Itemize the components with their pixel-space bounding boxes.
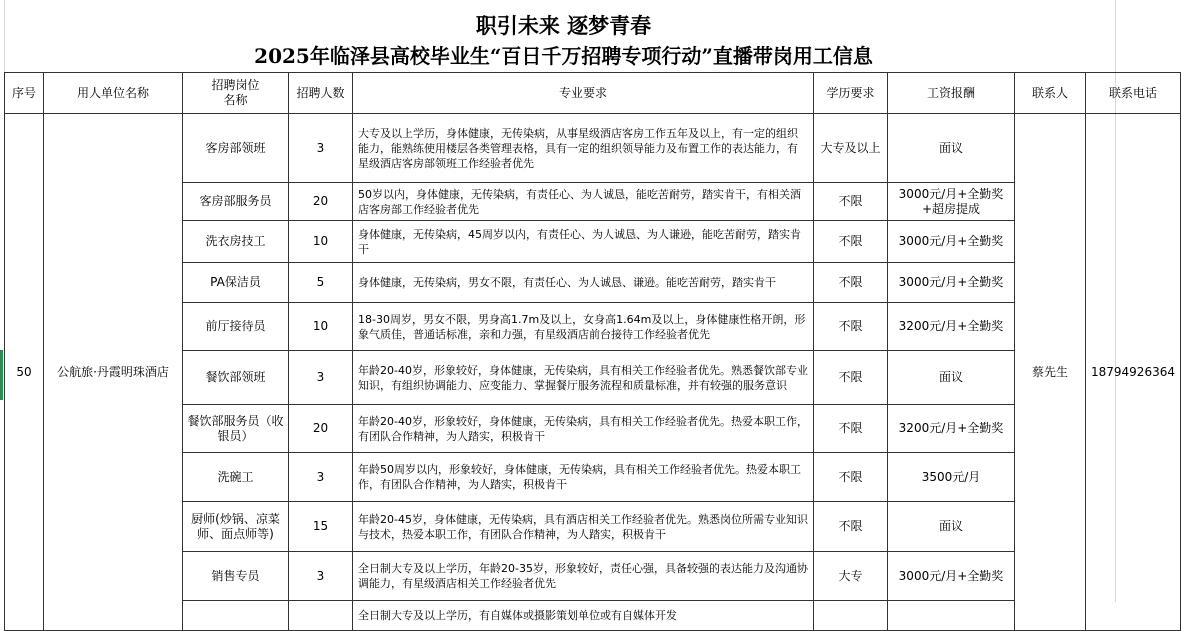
company-name: 公航旅·丹霞明珠酒店 — [44, 114, 183, 631]
table-row — [5, 114, 1181, 183]
education-requirement: 不限 — [814, 453, 888, 502]
position-name: 前厅接待员 — [183, 303, 289, 351]
education-requirement: 大专及以上 — [814, 114, 888, 183]
salary-text: 面议 — [888, 114, 1015, 183]
table-header-row — [5, 73, 1181, 114]
education-requirement: 大专 — [814, 552, 888, 601]
salary-text: 3000元/月+全勤奖 — [888, 221, 1015, 263]
requirement-text: 年龄20-45岁，身体健康，无传染病，具有酒店相关工作经验者优先。熟悉岗位所需专业知识与技术，热爱本职工作，有团队合作精神，为人踏实，积极肯干 — [353, 502, 814, 552]
job-table — [4, 72, 1181, 631]
header-salary: 工资报酬 — [888, 73, 1015, 114]
salary-text: 面议 — [888, 351, 1015, 405]
hire-count: 10 — [289, 303, 353, 351]
salary-text — [888, 601, 1015, 631]
requirement-text: 大专及以上学历，身体健康，无传染病，从事星级酒店客房工作五年及以上，有一定的组织能力，能熟练使用楼层各类管理表格，具有一定的组织领导能力及布置工作的表达能力，有星级酒店客房部领班工作经验者优先 — [353, 114, 814, 183]
position-name: 餐饮部服务员（收银员） — [183, 405, 289, 453]
position-name: 洗衣房技工 — [183, 221, 289, 263]
salary-text: 3200元/月+全勤奖 — [888, 405, 1015, 453]
hire-count: 20 — [289, 405, 353, 453]
sheet-subtitle: 2025年临泽县高校毕业生“百日千万招聘专项行动”直播带岗用工信息 — [254, 44, 873, 68]
hire-count: 10 — [289, 221, 353, 263]
row-selection-marker — [0, 350, 3, 400]
hire-count: 3 — [289, 453, 353, 502]
requirement-text: 身体健康，无传染病，男女不限，有责任心、为人诚恳、谦逊。能吃苦耐劳，踏实肯干 — [353, 263, 814, 303]
hire-count: 3 — [289, 552, 353, 601]
education-requirement: 不限 — [814, 405, 888, 453]
hire-count: 3 — [289, 114, 353, 183]
education-requirement: 不限 — [814, 502, 888, 552]
salary-text: 3000元/月+全勤奖 — [888, 263, 1015, 303]
header-education: 学历要求 — [814, 73, 888, 114]
entry-number: 50 — [5, 114, 44, 631]
position-name: 客房部服务员 — [183, 183, 289, 221]
hire-count: 3 — [289, 351, 353, 405]
header-requirement: 专业要求 — [353, 73, 814, 114]
requirement-text: 年龄50周岁以内，形象较好，身体健康，无传染病，具有相关工作经验者优先。热爱本职工作，有团队合作精神，为人踏实，积极肯干 — [353, 453, 814, 502]
hire-count: 15 — [289, 502, 353, 552]
requirement-text: 全日制大专及以上学历，有自媒体或摄影策划单位或有自媒体开发 — [353, 601, 814, 631]
requirement-text: 全日制大专及以上学历，年龄20-35岁，形象较好，责任心强，具备较强的表达能力及沟通协调能力，有星级酒店相关工作经验者优先 — [353, 552, 814, 601]
header-position: 招聘岗位 名称 — [183, 73, 289, 114]
salary-text: 3200元/月+全勤奖 — [888, 303, 1015, 351]
contact-phone: 18794926364 — [1086, 114, 1181, 631]
contact-person: 蔡先生 — [1015, 114, 1086, 631]
salary-text: 3000元/月+全勤奖 — [888, 552, 1015, 601]
header-contact: 联系人 — [1015, 73, 1086, 114]
education-requirement: 不限 — [814, 351, 888, 405]
header-phone: 联系电话 — [1086, 73, 1181, 114]
position-name: 销售专员 — [183, 552, 289, 601]
salary-text: 3500元/月 — [888, 453, 1015, 502]
education-requirement: 不限 — [814, 303, 888, 351]
position-name: PA保洁员 — [183, 263, 289, 303]
position-name: 客房部领班 — [183, 114, 289, 183]
education-requirement: 不限 — [814, 221, 888, 263]
education-requirement — [814, 601, 888, 631]
requirement-text: 18-30周岁，男女不限，男身高1.7m及以上，女身高1.64m及以上，身体健康性格开朗，形象气质佳，普通话标准，亲和力强，有星级酒店前台接待工作经验者优先 — [353, 303, 814, 351]
header-count: 招聘人数 — [289, 73, 353, 114]
requirement-text: 50岁以内，身体健康，无传染病，有责任心、为人诚恳，能吃苦耐劳，踏实肯干，有相关酒店客房部工作经验者优先 — [353, 183, 814, 221]
header-company: 用人单位名称 — [44, 73, 183, 114]
education-requirement: 不限 — [814, 183, 888, 221]
hire-count: 20 — [289, 183, 353, 221]
hire-count — [289, 601, 353, 631]
header-no: 序号 — [5, 73, 44, 114]
sheet-title: 职引未来 逐梦青春 — [475, 13, 652, 38]
salary-text: 3000元/月+全勤奖+超房提成 — [888, 183, 1015, 221]
position-name: 餐饮部领班 — [183, 351, 289, 405]
position-name: 厨师(炒锅、凉菜师、面点师等) — [183, 502, 289, 552]
position-name — [183, 601, 289, 631]
position-name: 洗碗工 — [183, 453, 289, 502]
requirement-text: 年龄20-40岁，形象较好，身体健康，无传染病，具有相关工作经验者优先。熟悉餐饮部专业知识，有组织协调能力、应变能力、掌握餐厅服务流程和质量标准，并有较强的服务意识 — [353, 351, 814, 405]
hire-count: 5 — [289, 263, 353, 303]
requirement-text: 身体健康，无传染病，45周岁以内，有责任心、为人诚恳、为人谦逊，能吃苦耐劳，踏实肯干 — [353, 221, 814, 263]
education-requirement: 不限 — [814, 263, 888, 303]
requirement-text: 年龄20-40岁，形象较好，身体健康，无传染病，具有相关工作经验者优先。热爱本职工作，有团队合作精神，为人踏实，积极肯干 — [353, 405, 814, 453]
salary-text: 面议 — [888, 502, 1015, 552]
